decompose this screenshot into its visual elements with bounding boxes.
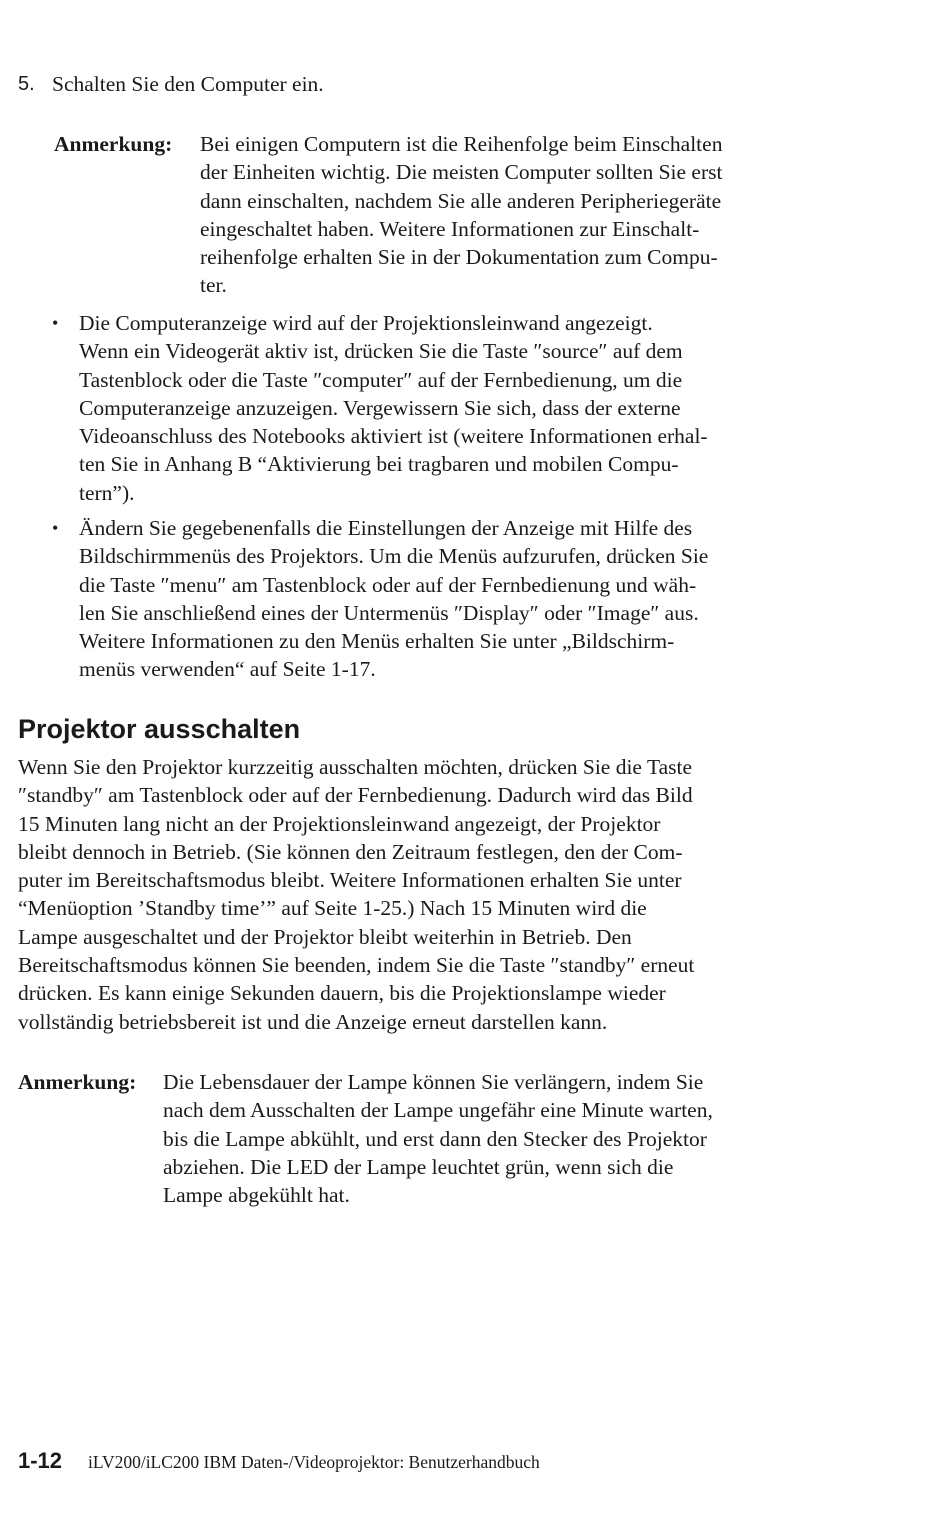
note-body xyxy=(163,1068,853,1209)
bullet-line: menüs verwenden“ auf Seite 1-17. xyxy=(79,657,376,682)
note-line: bis die Lampe abkühlt, und erst dann den Stecker des Projektor xyxy=(163,1126,707,1151)
bullet-line: tern”). xyxy=(79,480,135,505)
step-number: 5. xyxy=(18,73,35,95)
bullet-line: die Taste ″menu″ am Tastenblock oder auf der Fernbedienung und wäh- xyxy=(79,572,697,597)
paragraph-line: “Menüoption ’Standby time’” auf Seite 1-25.) Nach 15 Minuten wird die xyxy=(18,896,647,921)
bullet-line: Tastenblock oder die Taste ″computer″ auf der Fernbedienung, um die xyxy=(79,367,683,392)
page-footer xyxy=(18,1446,898,1478)
note-line: ter. xyxy=(200,273,227,298)
paragraph-line: ″standby″ am Tastenblock oder auf der Fernbedienung. Dadurch wird das Bild xyxy=(18,783,693,808)
bullet-line: Bildschirmmenüs des Projektors. Um die Menüs aufzurufen, drücken Sie xyxy=(79,544,709,569)
bullet-line: Computeranzeige anzuzeigen. Vergewissern Sie sich, dass der externe xyxy=(79,395,681,420)
note-line: Bei einigen Computern ist die Reihenfolge beim Einschalten xyxy=(200,132,723,156)
bullet-line: Videoanschluss des Notebooks aktiviert ist (weitere Informationen erhal- xyxy=(79,424,708,449)
paragraph-line: Bereitschaftsmodus können Sie beenden, indem Sie die Taste ″standby″ erneut xyxy=(18,953,695,978)
step-text: Schalten Sie den Computer ein. xyxy=(52,72,324,96)
bullet-line: Die Computeranzeige wird auf der Projektionsleinwand angezeigt. xyxy=(79,311,653,335)
paragraph-line: drücken. Es kann einige Sekunden dauern, bis die Projektionslampe wieder xyxy=(18,981,666,1006)
note-line: eingeschaltet haben. Weitere Informationen zur Einschalt- xyxy=(200,216,700,241)
note-line: Lampe abgekühlt hat. xyxy=(163,1183,350,1208)
bullet-line: ten Sie in Anhang B “Aktivierung bei tragbaren und mobilen Compu- xyxy=(79,452,679,477)
note-line: dann einschalten, nachdem Sie alle anderen Peripheriegeräte xyxy=(200,188,722,213)
note-line: reihenfolge erhalten Sie in der Dokumentation zum Compu- xyxy=(200,245,718,270)
paragraph-line: Lampe ausgeschaltet und der Projektor bleibt weiterhin in Betrieb. Den xyxy=(18,924,632,949)
paragraph-line: vollständig betriebsbereit ist und die Anzeige erneut darstellen kann. xyxy=(18,1009,608,1034)
bullet-line: Ändern Sie gegebenenfalls die Einstellungen der Anzeige mit Hilfe des xyxy=(79,516,693,540)
paragraph-line: Wenn Sie den Projektor kurzzeitig ausschalten möchten, drücken Sie die Taste xyxy=(18,755,693,779)
bullet-line: len Sie anschließend eines der Untermenüs ″Display″ oder ″Image″ aus. xyxy=(79,600,699,625)
paragraph-line: bleibt dennoch in Betrieb. (Sie können den Zeitraum festlegen, den der Com- xyxy=(18,839,683,864)
page-number: 1-12 xyxy=(18,1448,63,1473)
note-line: Die Lebensdauer der Lampe können Sie verlängern, indem Sie xyxy=(163,1070,704,1094)
note-label: Anmerkung: xyxy=(54,132,173,156)
section-heading: Projektor ausschalten xyxy=(18,714,301,744)
bullet-body xyxy=(79,309,708,507)
note-body xyxy=(200,130,850,300)
bullet-icon: • xyxy=(52,313,59,333)
paragraph-line: puter im Bereitschaftsmodus bleibt. Weitere Informationen erhalten Sie unter xyxy=(18,868,682,893)
section-paragraph xyxy=(18,753,858,1036)
bullet-line: Weitere Informationen zu den Menüs erhalten Sie unter „Bildschirm- xyxy=(79,629,675,654)
note-line: der Einheiten wichtig. Die meisten Computer sollten Sie erst xyxy=(200,160,723,185)
bullet-body xyxy=(79,514,708,684)
bullet-line: Wenn ein Videogerät aktiv ist, drücken Sie die Taste ″source″ auf dem xyxy=(79,339,683,364)
note-label: Anmerkung: xyxy=(18,1070,137,1094)
note-line: abziehen. Die LED der Lampe leuchtet grün, wenn sich die xyxy=(163,1154,674,1179)
footer-title: iLV200/iLC200 IBM Daten-/Videoprojektor: Benutzerhandbuch xyxy=(88,1452,540,1472)
note-line: nach dem Ausschalten der Lampe ungefähr eine Minute warten, xyxy=(163,1098,713,1123)
bullet-icon: • xyxy=(52,518,59,538)
paragraph-line: 15 Minuten lang nicht an der Projektionsleinwand angezeigt, der Projektor xyxy=(18,811,661,836)
